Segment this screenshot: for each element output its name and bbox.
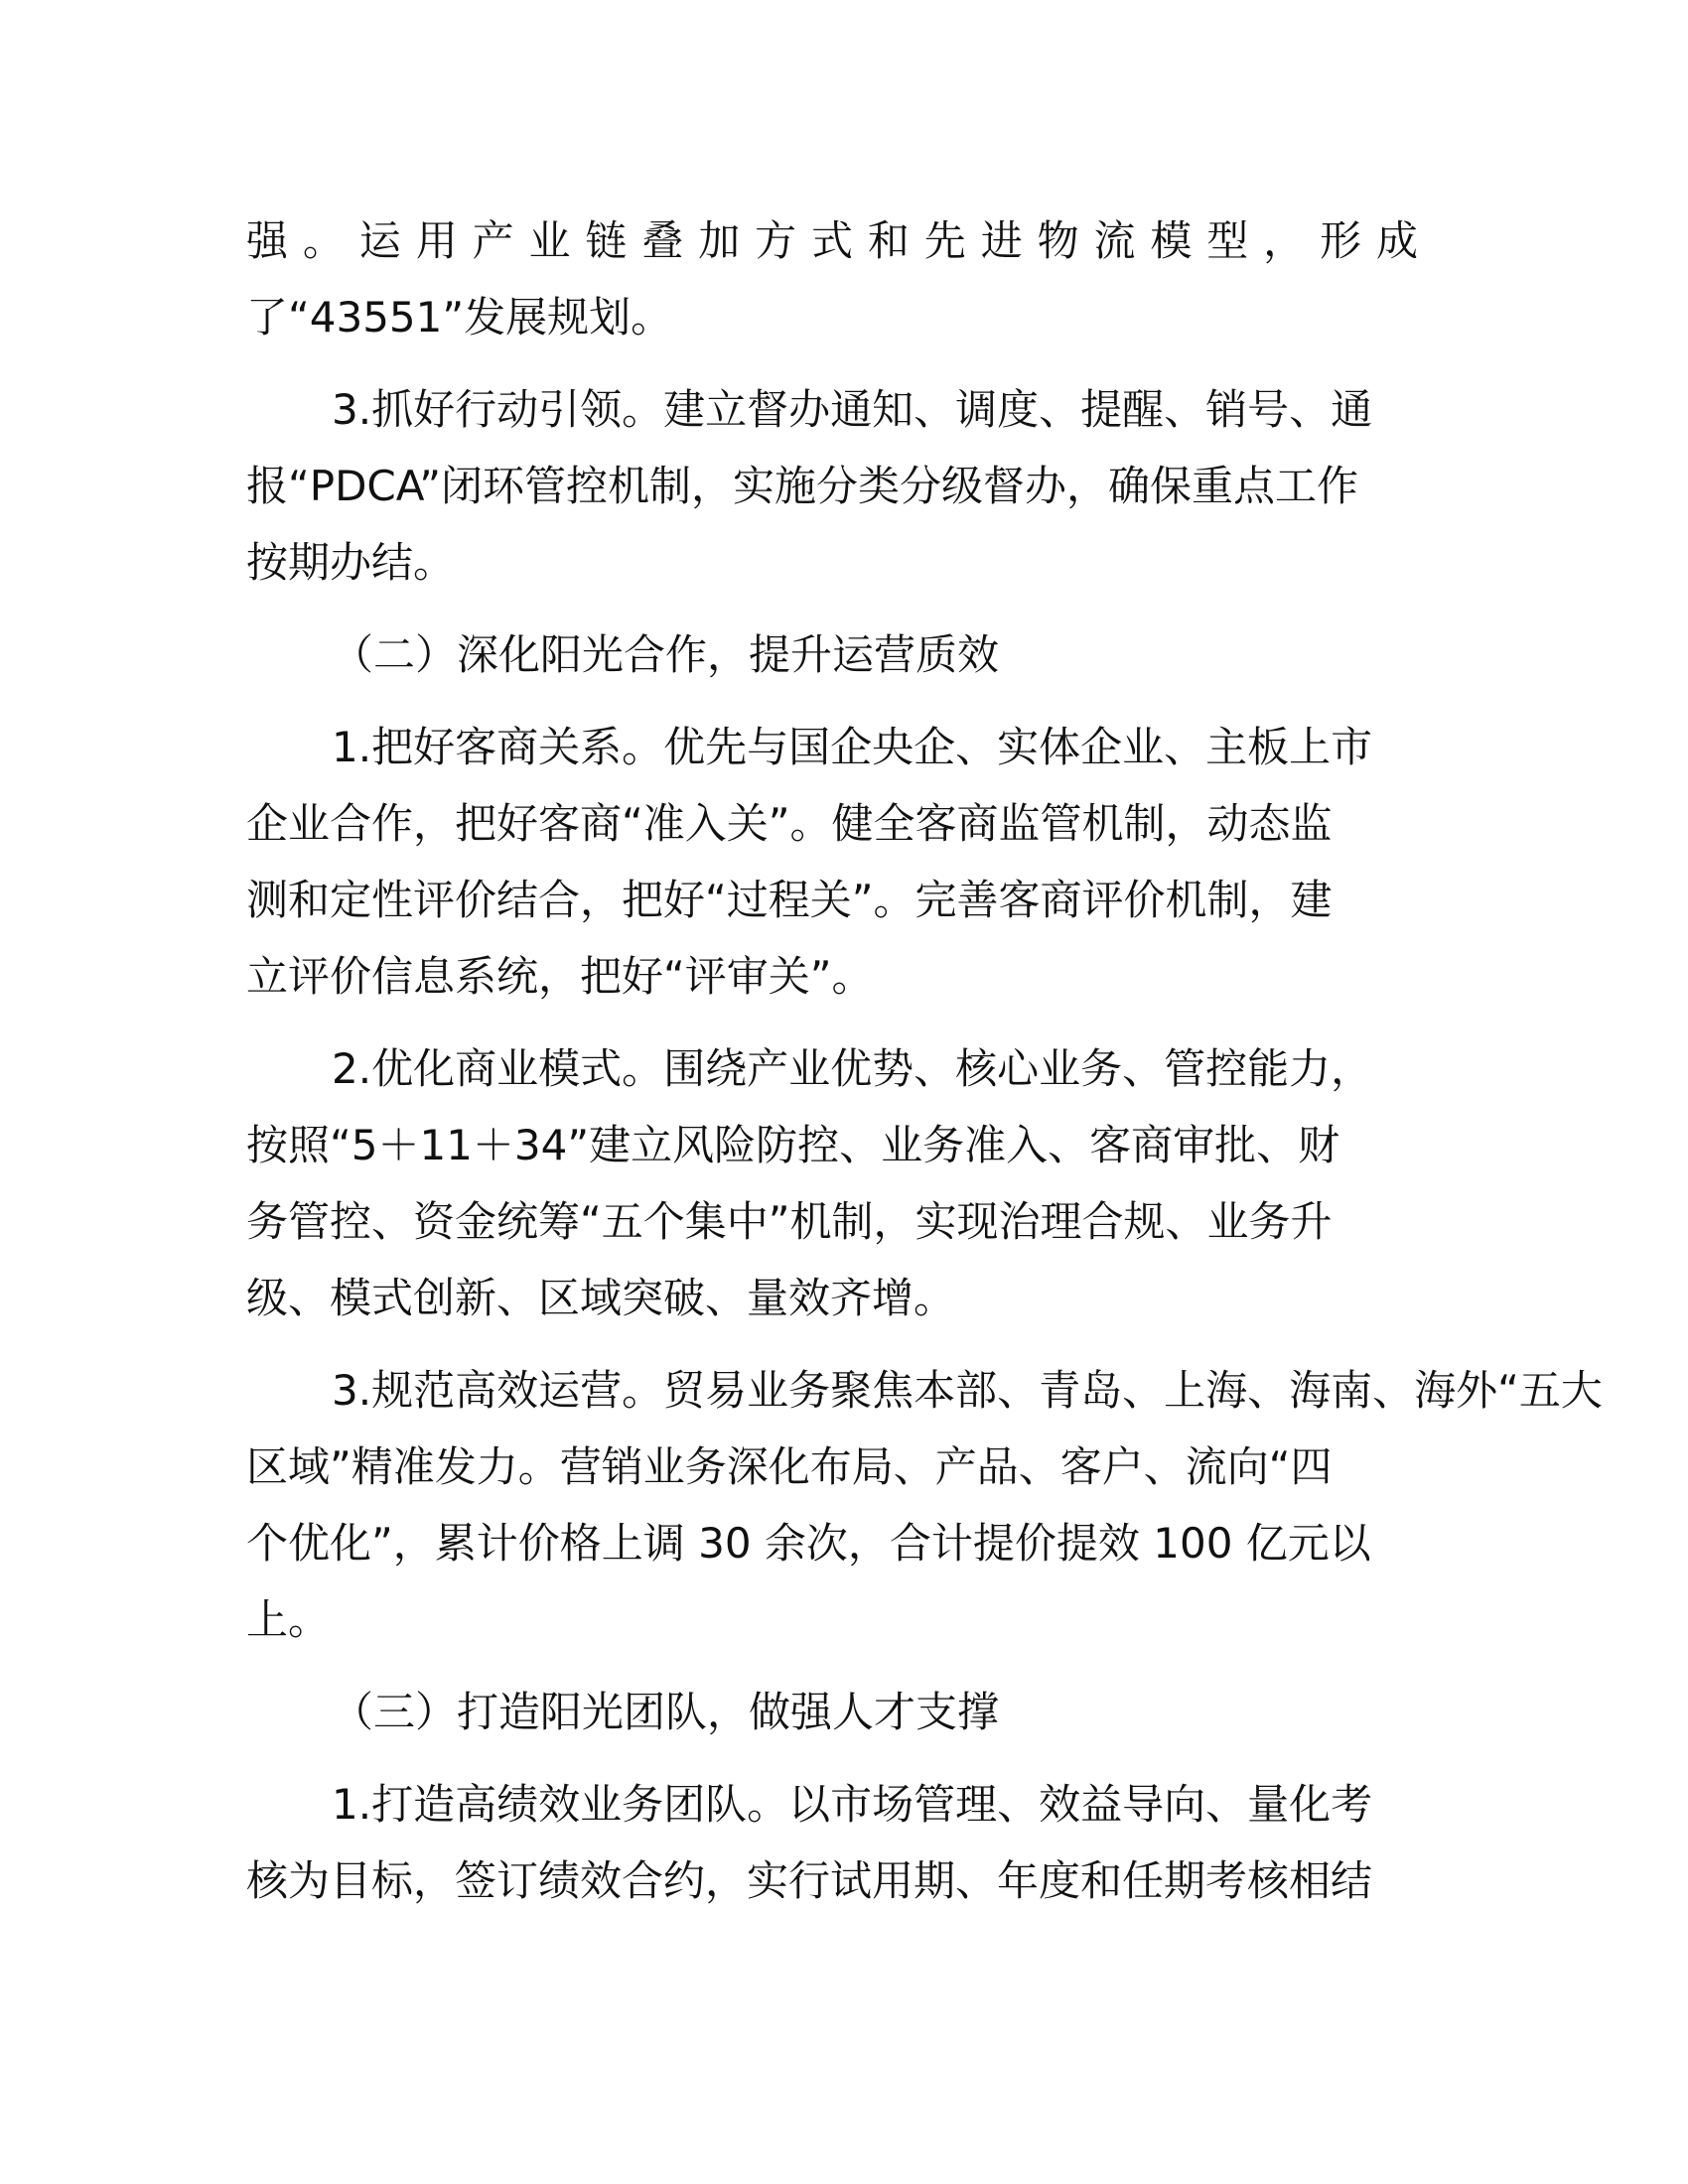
text-line-15: 3.规范高效运营。贸易业务聚焦本部、青岛、上海、海南、海外“五大 xyxy=(332,1366,1603,1415)
text-line-2: 了“43551”发展规划。 xyxy=(246,293,673,341)
text-line-20: 1.打造高绩效业务团队。以市场管理、效益导向、量化考 xyxy=(332,1780,1373,1829)
section-heading-2: （二）深化阳光合作，提升运营质效 xyxy=(332,630,1000,679)
text-line-9: 测和定性评价结合，把好“过程关”。完善客商评价机制，建 xyxy=(246,876,1333,924)
text-line-10: 立评价信息系统，把好“评审关”。 xyxy=(246,952,874,1001)
text-line-18: 上。 xyxy=(246,1595,331,1644)
text-line-16: 区域”精准发力。营销业务深化布局、产品、客户、流向“四 xyxy=(246,1442,1333,1491)
text-line-21: 核为目标，签订绩效合约，实行试用期、年度和任期考核相结 xyxy=(246,1856,1373,1905)
text-line-12: 按照“5＋11＋34”建立风险防控、业务准入、客商审批、财 xyxy=(246,1121,1340,1169)
text-line-4: 报“PDCA”闭环管控机制，实施分类分级督办，确保重点工作 xyxy=(246,462,1359,510)
text-line-14: 级、模式创新、区域突破、量效齐增。 xyxy=(246,1274,956,1322)
text-line-11: 2.优化商业模式。围绕产业优势、核心业务、管控能力， xyxy=(332,1044,1373,1093)
text-line-3: 3.抓好行动引领。建立督办通知、调度、提醒、销号、通 xyxy=(332,385,1373,434)
section-heading-3: （三）打造阳光团队，做强人才支撑 xyxy=(332,1688,1000,1736)
text-line-17: 个优化”，累计价格上调 30 余次，合计提价提效 100 亿元以 xyxy=(246,1519,1371,1568)
text-line-1: 强。运用产业链叠加方式和先进物流模型，形成 xyxy=(246,216,1418,265)
text-line-8: 企业合作，把好客商“准入关”。健全客商监管机制，动态监 xyxy=(246,799,1333,848)
text-line-13: 务管控、资金统筹“五个集中”机制，实现治理合规、业务升 xyxy=(246,1197,1333,1246)
text-line-5: 按期办结。 xyxy=(246,538,456,587)
text-line-7: 1.把好客商关系。优先与国企央企、实体企业、主板上市 xyxy=(332,723,1373,771)
